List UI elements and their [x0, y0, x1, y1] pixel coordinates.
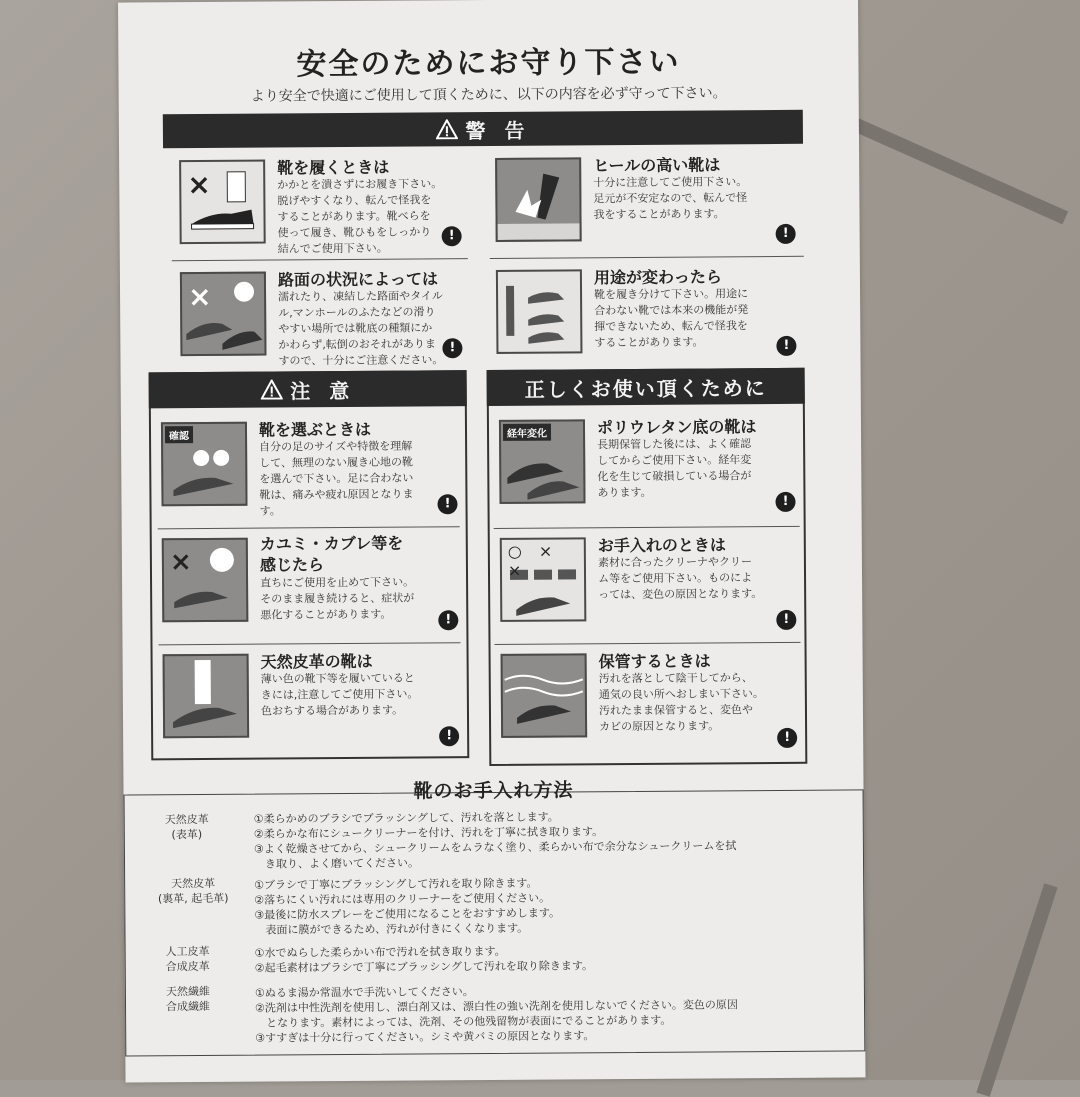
caution-header: [149, 370, 467, 408]
exclamation-icon: !: [777, 728, 797, 748]
proper-use-card: [490, 528, 805, 640]
care-category: [148, 812, 226, 843]
card-text: [599, 670, 764, 735]
card-text-line: 自分の足のサイズや特徴を理解: [259, 439, 413, 454]
caution-card: [151, 412, 466, 524]
card-text-line: してからご使用下さい。経年変: [597, 453, 752, 468]
svg-text:×: ×: [187, 167, 211, 202]
card-text-line: することがあります。: [594, 335, 704, 350]
card-heading: 天然皮革の靴は: [260, 651, 373, 672]
card-heading-line: カユミ・カブレ等を: [259, 533, 404, 554]
card-text-line: っては、変色の原因となります。: [598, 587, 763, 602]
care-category-line: 人工皮革: [165, 944, 210, 959]
instruction-sheet: [118, 0, 866, 1083]
card-text-line: 脱げやすくなり、転んで怪我を: [277, 193, 432, 208]
card-text-line: あります。: [597, 485, 652, 500]
card-text-line: ル,マンホールのふたなどの滑り: [278, 305, 436, 320]
care-instructions: [255, 982, 738, 1045]
care-category: [149, 944, 227, 975]
card-heading: 保管するときは: [598, 651, 711, 672]
card-text-line: すので、十分にご注意ください。: [278, 353, 444, 368]
care-category-line: (表革): [171, 828, 203, 842]
proper-use-card: [491, 644, 806, 758]
card-heading: お手入れのときは: [597, 535, 726, 556]
card-heading: 靴を選ぶときは: [258, 419, 372, 440]
care-category-line: 合成繊維: [165, 999, 211, 1014]
caution-label: 注 意: [290, 378, 356, 403]
care-category-line: (裏革, 起毛革): [157, 891, 229, 906]
shoe-purpose-illustration: [496, 269, 583, 354]
card-text-line: 汚れたまま保管すると、変色や: [598, 703, 754, 718]
itch-rash-illustration: [162, 538, 249, 623]
shoe-heel-illustration: [179, 160, 266, 245]
aging-tag: 経年変化: [503, 424, 551, 441]
exclamation-icon: !: [437, 494, 457, 514]
exclamation-icon: !: [442, 338, 462, 358]
care-category: [148, 876, 238, 907]
card-text-line: そのまま履き続けると、症状が: [260, 591, 415, 606]
caution-card: [153, 644, 468, 756]
card-text-line: 靴は、痛みや疲れ原因となりま: [259, 487, 414, 502]
warning-card: [485, 148, 804, 254]
care-instructions: [255, 943, 593, 975]
care-line: となります。素材によっては、洗剤、その他残留物が表面にでることがあります。: [255, 1013, 672, 1030]
card-text: [597, 436, 751, 501]
card-text-line: を選んで下さい。足に合わない: [259, 471, 414, 486]
card-text-line: 薄い色の靴下等を履いていると: [260, 671, 415, 686]
card-text: [593, 174, 747, 223]
care-line: ②柔らかな布にシュークリーナーを付け、汚れを丁寧に拭き取ります。: [253, 825, 604, 841]
card-text-line: す。: [259, 504, 281, 518]
card-text-line: かかとを潰さずにお履き下さい。: [277, 177, 443, 192]
care-instructions: [254, 808, 737, 871]
care-line: ③よく乾燥させてから、シュークリームをムラなく塗り、柔らかい布で余分なシュークリームを拭: [253, 839, 737, 856]
care-instructions: [254, 876, 560, 938]
care-line: ①ぬるま湯か常温水で手洗いしてください。: [254, 985, 474, 1000]
card-text-line: 直ちにご使用を止めて下さい。: [260, 575, 415, 590]
card-text: [260, 575, 414, 624]
card-text-line: 足元が不安定なので、転んで怪: [593, 191, 748, 206]
card-text-line: 結んでご使用下さい。: [277, 241, 388, 256]
storage-illustration: [501, 653, 588, 738]
care-category-line: 合成皮革: [165, 959, 210, 974]
card-heading: 靴を履くときは: [277, 157, 390, 178]
caution-card: [152, 528, 467, 640]
care-line: ③最後に防水スプレーをご使用になることをおすすめします。: [254, 906, 561, 922]
card-text-line: やすい場所では靴底の種類にか: [278, 321, 433, 336]
warning-card: [486, 260, 805, 366]
sheet-title: 安全のためにお守り下さい: [296, 44, 681, 83]
card-text: [598, 554, 762, 603]
card-text-line: 揮できないため、転んで怪我を: [594, 319, 748, 334]
card-heading: ヒールの高い靴は: [593, 155, 721, 176]
care-line: き取り、よく磨いてください。: [253, 856, 420, 871]
card-heading-line: 感じたら: [259, 555, 325, 575]
care-line: ②落ちにくい汚れには専用のクリーナーをご使用ください。: [254, 891, 551, 907]
warning-triangle-icon: [435, 119, 457, 139]
warning-label: 警 告: [465, 118, 531, 143]
care-category-line: 天然皮革: [164, 812, 209, 827]
exclamation-icon: !: [775, 492, 795, 512]
exclamation-icon: !: [439, 726, 459, 746]
ok-ng-marks: ○ × ×: [507, 541, 559, 580]
card-text-line: 我をすることがあります。: [593, 207, 725, 222]
card-text-line: 悪化することがあります。: [260, 607, 392, 622]
card-text-line: かわらず,転倒のおそれがありま: [278, 337, 436, 352]
sheet-subtitle: より安全で快適にご使用して頂くために、以下の内容を必ず守って下さい。: [250, 85, 727, 105]
card-text: [278, 288, 443, 369]
exclamation-icon: !: [776, 336, 796, 356]
card-heading: [260, 533, 404, 576]
card-heading: ポリウレタン底の靴は: [596, 417, 757, 438]
card-text-line: 通気の良い所へおしまい下さい。: [598, 687, 764, 702]
card-text: [594, 286, 748, 351]
proper-use-header: [487, 368, 805, 406]
card-text-line: 素材に合ったクリーナやクリー: [597, 555, 752, 570]
care-line: ①柔らかめのブラシでブラッシングして、汚れを落とします。: [253, 810, 559, 826]
warning-triangle-icon: [260, 379, 282, 399]
exclamation-icon: !: [776, 610, 796, 630]
care-category-line: 天然皮革: [171, 876, 216, 891]
leather-shoe-illustration: [163, 654, 250, 739]
warning-card: [170, 262, 471, 368]
care-line: ①水でぬらした柔らかい布で汚れを拭き取ります。: [254, 944, 506, 960]
card-text-line: カビの原因となります。: [599, 719, 720, 734]
card-text-line: きには,注意してご使用下さい。: [260, 687, 419, 702]
card-text: [261, 671, 419, 720]
shoe-fitting-illustration: [161, 422, 248, 507]
card-text-line: 長期保管した後には、よく確認: [597, 437, 752, 452]
card-text-line: 色おちする場合があります。: [260, 703, 404, 718]
card-text-line: 靴を履き分けて下さい。用途に: [594, 287, 749, 302]
card-divider: [490, 256, 804, 259]
care-line: ③すすぎは十分に行ってください。シミや黄バミの原因となります。: [255, 1029, 595, 1045]
card-text-line: して、無理のない履き心地の靴: [259, 455, 414, 470]
check-tag: 確認: [165, 426, 193, 443]
exclamation-icon: !: [776, 224, 796, 244]
card-text-line: 化を生じて破損している場合が: [597, 469, 752, 484]
care-line: ②起毛素材はブラシで丁寧にブラッシングして汚れを取り除きます。: [254, 959, 594, 975]
svg-text:×: ×: [187, 279, 212, 314]
svg-text:×: ×: [169, 547, 192, 578]
care-category: [149, 984, 227, 1015]
care-category-line: 天然繊維: [165, 984, 210, 999]
exclamation-icon: !: [442, 226, 462, 246]
card-text-line: 使って履き、靴ひもをしっかり: [277, 225, 432, 240]
warning-header: [163, 110, 803, 148]
card-text-line: 濡れたり、凍結した路面やタイル: [278, 289, 443, 304]
warning-card: [169, 150, 470, 256]
card-text: [259, 439, 414, 520]
card-text-line: することがあります。靴べらを: [277, 209, 431, 224]
card-heading: 路面の状況によっては: [277, 269, 439, 290]
care-title: 靴のお手入れ方法: [413, 779, 574, 803]
slippery-road-illustration: [180, 272, 267, 357]
polyurethane-sole-illustration: [499, 419, 586, 504]
proper-use-label: 正しくお使い頂くために: [524, 375, 767, 402]
care-line: ②洗剤は中性洗剤を使用し、漂白剤又は、漂白性の強い洗剤を使用しないでください。変色の原因: [254, 998, 738, 1015]
care-line: ①ブラシで丁寧にブラッシングして汚れを取り除きます。: [254, 876, 538, 892]
card-text-line: ム等をご使用下さい。ものによ: [597, 571, 753, 586]
card-heading: 用途が変わったら: [593, 267, 722, 288]
proper-use-card: [489, 410, 804, 522]
exclamation-icon: !: [438, 610, 458, 630]
card-text-line: 合わない靴では本来の機能が発: [594, 303, 749, 318]
card-text-line: 十分に注意してご使用下さい。: [593, 175, 748, 190]
card-divider: [172, 258, 468, 261]
care-line: 表面に膜ができるため、汚れが付きにくくなります。: [254, 921, 529, 937]
card-text: [277, 176, 443, 257]
high-heel-illustration: [495, 157, 582, 242]
card-text-line: 汚れを落として陰干してから、: [598, 671, 753, 686]
shoe-cream-illustration: [500, 537, 587, 622]
